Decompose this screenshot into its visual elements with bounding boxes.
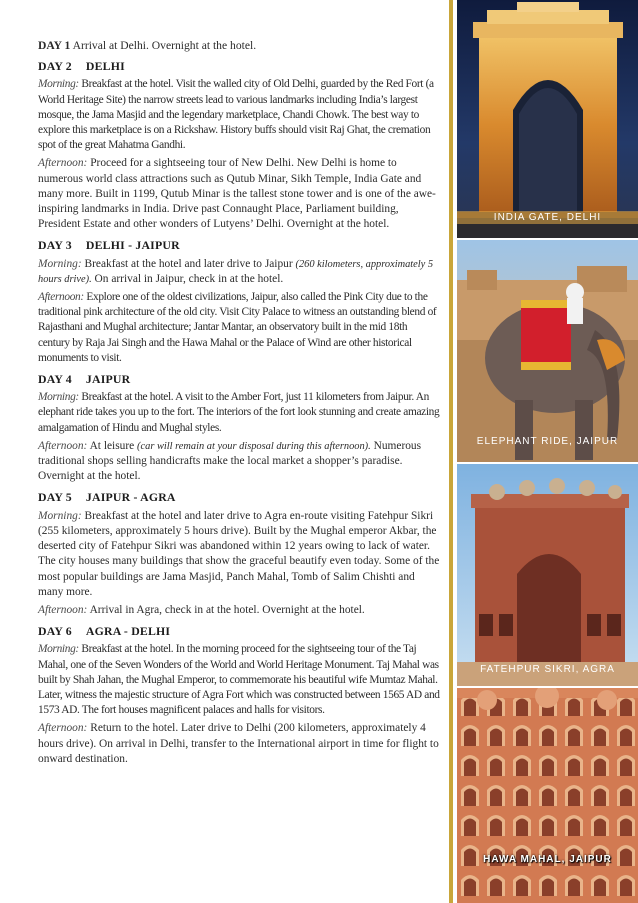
day5-afternoon-text: Arrival in Agra, check in at the hotel. Overnight at the hotel. <box>89 603 365 616</box>
day4-title: JAIPUR <box>85 372 131 387</box>
day2-heading <box>38 59 440 74</box>
day3-number: DAY 3 <box>38 238 72 253</box>
day4-morning-text: Breakfast at the hotel. A visit to the Amber Fort, just 11 kilometers from Jaipur. An elephant ride takes you up to the fort. The interiors of the fort look stunning and create amazing amalgamation of Hindu and Mughal styles. <box>38 391 440 434</box>
afternoon-label: Afternoon: <box>38 157 88 170</box>
day5-afternoon <box>38 603 440 618</box>
day4-section <box>38 372 440 484</box>
india-gate-caption: INDIA GATE, DELHI <box>457 211 638 224</box>
afternoon-label: Afternoon: <box>38 291 84 304</box>
day6-afternoon-text: Return to the hotel. Later drive to Delhi (200 kilometers, approximately 4 hours drive). On arrival in Delhi, transfer to the International airport in time for flight to onward destination. <box>38 722 439 765</box>
day5-heading <box>38 490 440 505</box>
day1 <box>38 38 440 53</box>
day5-morning <box>38 509 440 600</box>
morning-label: Morning: <box>38 643 79 656</box>
hawa-mahal-image <box>457 688 638 903</box>
india-gate-photo <box>457 0 638 238</box>
day6-number: DAY 6 <box>38 624 72 639</box>
day2-number: DAY 2 <box>38 59 72 74</box>
morning-label: Morning: <box>38 257 82 270</box>
day4-heading <box>38 372 440 387</box>
fatehpur-sikri-photo <box>457 464 638 686</box>
day2-title: DELHI <box>85 59 125 74</box>
day1-text: Arrival at Delhi. Overnight at the hotel. <box>72 39 257 52</box>
elephant-ride-photo <box>457 240 638 462</box>
morning-label: Morning: <box>38 509 82 522</box>
morning-label: Morning: <box>38 78 79 91</box>
day3-heading <box>38 238 440 253</box>
morning-label: Morning: <box>38 391 79 404</box>
day5-morning-text: Breakfast at the hotel and later drive to Agra en-route visiting Fatehpur Sikri (255 kilometers, approximately 5 hours drive). Built by the Mughal emperor Akbar, the deserted city of Fatehpur Sikri was abandoned within 12 years owing to lack of water. The city houses many buildings that show the graceful beautify even today. Some of the most popular buildings are Jama Masjid, Panch Mahal, Tomb of Salim Chishti and many more. <box>38 509 440 598</box>
day2-morning-text: Breakfast at the hotel. Visit the walled city of Old Delhi, guarded by the Red Fort (a World Heritage Site) the narrow streets lead to various landmarks including India’s largest mosque, the Jama Masjid and the legendary marketplace, Chandi Chowk. The best way to explore this marketplace is on a Rickshaw. History buffs should visit Raj Ghat, the cremation spot of the great Mahatma Gandhi. <box>38 78 434 152</box>
elephant-ride-image <box>457 240 638 462</box>
day6-section <box>38 624 440 767</box>
day4-morning <box>38 390 440 436</box>
india-gate-image <box>457 0 638 238</box>
day2-morning <box>38 77 440 153</box>
day4-afternoon-note: (car will remain at your disposal during this afternoon). <box>137 440 371 452</box>
day4-afternoon-end: Numerous traditional shops selling handicrafts make the local market a shopper’s paradise. Overnight at the hotel. <box>38 439 422 483</box>
afternoon-label: Afternoon: <box>38 439 88 452</box>
day2-section <box>38 59 440 232</box>
day3-morning-note: (260 kilometers, approximately 5 hours drive). <box>38 258 434 285</box>
day2-afternoon <box>38 156 440 232</box>
photo-strip <box>457 0 638 903</box>
day3-afternoon <box>38 290 440 366</box>
day4-afternoon <box>38 439 440 485</box>
afternoon-label: Afternoon: <box>38 603 88 616</box>
day1-label: DAY 1 <box>38 39 71 52</box>
day4-afternoon-text: At leisure <box>89 439 135 452</box>
day3-section <box>38 238 440 366</box>
hawa-mahal-caption: HAWA MAHAL, JAIPUR <box>483 854 612 865</box>
day3-afternoon-text: Explore one of the oldest civilizations, Jaipur, also called the Pink City due to the traditional pink architecture of the old city. Visit City Palace to witness an outstanding blend of Rajasthani and Mughal architecture; Jantar Mantar, an observatory built in the mid 18th century by Raja Jai Singh and the Hawa Mahal or the Palace of Wind are other historical monuments to visit. <box>38 291 437 364</box>
hawa-mahal-photo <box>457 688 638 903</box>
day6-morning <box>38 642 440 718</box>
gold-divider <box>449 0 453 903</box>
day5-section <box>38 490 440 618</box>
day5-title: JAIPUR - AGRA <box>85 490 176 505</box>
afternoon-label: Afternoon: <box>38 722 88 735</box>
day3-morning-text: Breakfast at the hotel and later drive to Jaipur <box>84 257 293 270</box>
elephant-ride-caption: ELEPHANT RIDE, JAIPUR <box>476 436 619 447</box>
day6-morning-text: Breakfast at the hotel. In the morning proceed for the sightseeing tour of the Taj Mahal, one of the Seven Wonders of the World and World Heritage Monument. Taj Mahal was built by Shah Jahan, the Mughal Emperor, to commemorate his beautiful wife Mumtaz Mahal. Later, witness the majestic structure of Agra Fort which was constructed between 1565 AD and 1573 AD. The fort houses magnificent palaces and halls for visitors. <box>38 643 440 717</box>
fatehpur-sikri-image <box>457 464 638 686</box>
day4-number: DAY 4 <box>38 372 72 387</box>
day6-title: AGRA - DELHI <box>85 624 171 639</box>
day6-afternoon <box>38 721 440 767</box>
day5-number: DAY 5 <box>38 490 72 505</box>
day3-title: DELHI - JAIPUR <box>85 238 180 253</box>
fatehpur-sikri-caption: FATEHPUR SIKRI, AGRA <box>480 664 615 675</box>
itinerary-column <box>38 38 440 770</box>
day2-afternoon-text: Proceed for a sightseeing tour of New Delhi. New Delhi is home to numerous world class attractions such as Qutub Minar, Sikh Temple, India Gate and many more. Built in 1199, Qutub Minar is the tallest stone tower and is one of the awe-inspiring landmarks in India. Drive past Connaught Place, Parliament building, President Estate and other wonders of Lutyens’ Delhi. Overnight at the hotel. <box>38 157 436 231</box>
day3-morning <box>38 257 440 287</box>
day3-morning-end: On arrival in Jaipur, check in at the hotel. <box>94 272 284 285</box>
day6-heading <box>38 624 440 639</box>
